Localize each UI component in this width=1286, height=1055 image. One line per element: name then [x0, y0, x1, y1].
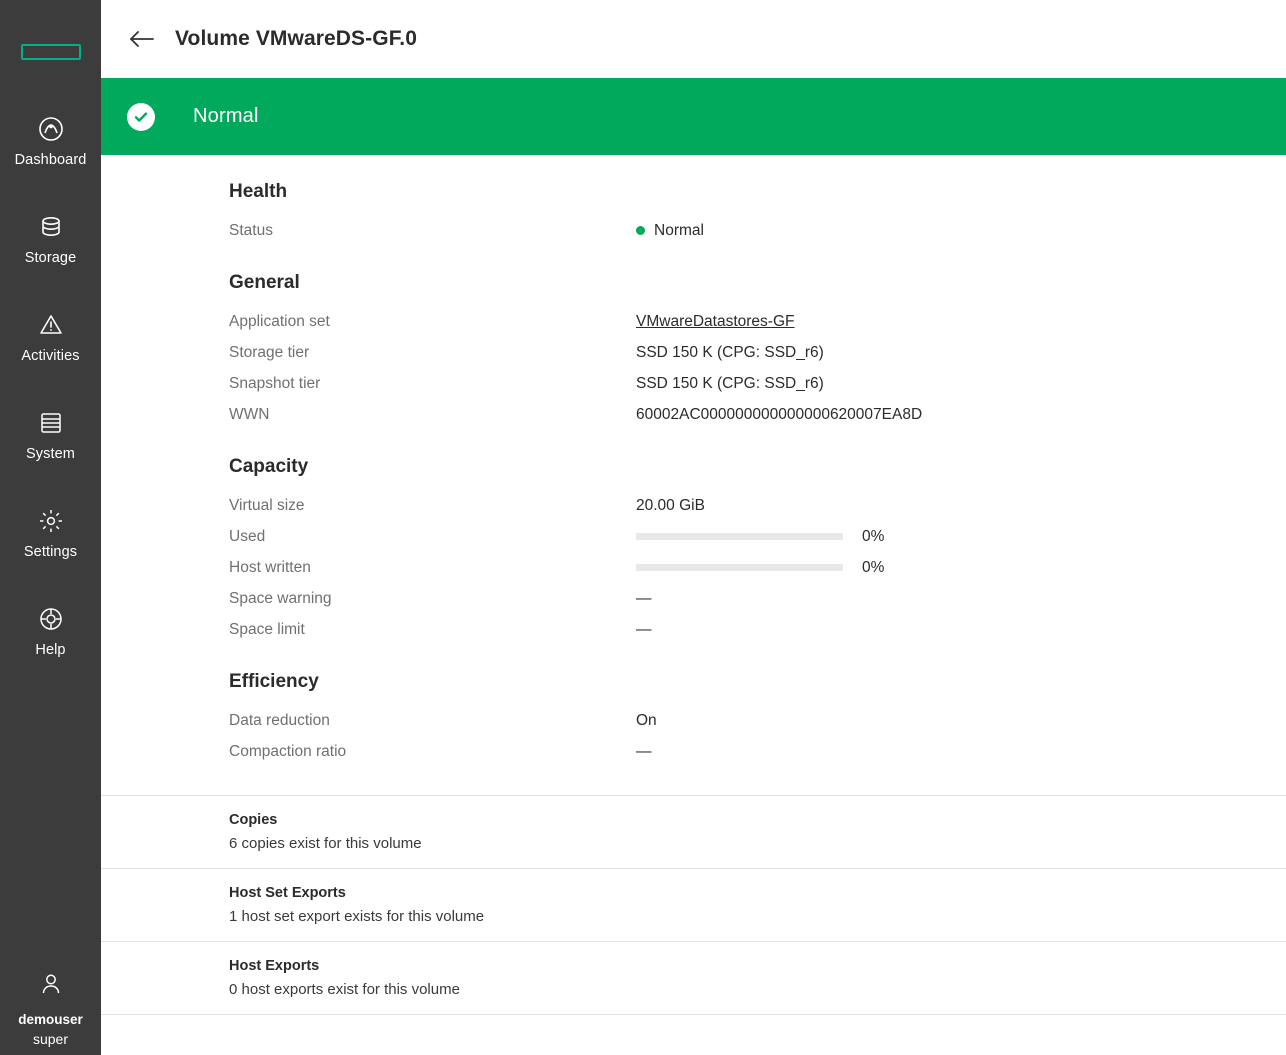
- sidebar-item-label: Settings: [23, 544, 78, 560]
- dashboard-icon: [36, 114, 66, 144]
- hpe-logo-icon: [21, 44, 81, 60]
- application-set-link[interactable]: VMwareDatastores-GF: [636, 312, 795, 330]
- check-circle-icon: [127, 103, 155, 131]
- sidebar-item-settings[interactable]: [0, 492, 101, 572]
- status-banner-text: Normal: [193, 105, 259, 127]
- card-subtitle: 0 host exports exist for this volume: [229, 981, 460, 998]
- user-role: super: [32, 1031, 69, 1047]
- section-health: [101, 181, 1286, 246]
- row-value: SSD 150 K (CPG: SSD_r6): [636, 343, 824, 361]
- sidebar-item-label: Storage: [24, 250, 77, 266]
- row-wwn: [229, 399, 1286, 430]
- section-general: [101, 272, 1286, 430]
- row-label: Compaction ratio: [229, 742, 347, 760]
- sidebar-item-label: Dashboard: [14, 152, 87, 168]
- row-label: WWN: [229, 405, 270, 423]
- system-icon: [36, 408, 66, 438]
- card-host-set-exports[interactable]: [101, 869, 1286, 942]
- card-title: Host Set Exports: [229, 885, 346, 901]
- sidebar-user[interactable]: [0, 969, 101, 1047]
- row-used: [229, 521, 1286, 552]
- card-copies[interactable]: [101, 796, 1286, 869]
- settings-gear-icon: [36, 506, 66, 536]
- sidebar: [0, 0, 101, 1055]
- used-percent: 0%: [862, 527, 885, 545]
- row-value: On: [636, 711, 657, 729]
- card-host-exports[interactable]: [101, 942, 1286, 1015]
- status-banner: [101, 78, 1286, 155]
- top-bar: [101, 0, 1286, 78]
- row-label: Storage tier: [229, 343, 310, 361]
- row-value: [636, 313, 794, 331]
- row-host-written: [229, 552, 1286, 583]
- row-value: SSD 150 K (CPG: SSD_r6): [636, 374, 824, 392]
- row-space-warning: [229, 583, 1286, 614]
- user-avatar-icon: [36, 969, 66, 1004]
- section-title: Health: [229, 181, 288, 202]
- card-title: Host Exports: [229, 958, 320, 974]
- row-value: [636, 222, 704, 240]
- sidebar-item-help[interactable]: [0, 590, 101, 670]
- status-value: Normal: [654, 221, 704, 239]
- sidebar-item-label: Help: [35, 642, 66, 658]
- row-label: Used: [229, 527, 266, 545]
- row-data-reduction: [229, 705, 1286, 736]
- row-value: —: [636, 620, 652, 638]
- section-efficiency: [101, 671, 1286, 767]
- section-title: General: [229, 272, 300, 293]
- row-label: Space limit: [229, 620, 305, 638]
- section-title: Capacity: [229, 456, 309, 477]
- row-label: Space warning: [229, 589, 332, 607]
- section-capacity: [101, 456, 1286, 645]
- sidebar-item-label: Activities: [21, 348, 80, 364]
- row-application-set: [229, 306, 1286, 337]
- sidebar-item-system[interactable]: [0, 394, 101, 474]
- row-status: [229, 215, 1286, 246]
- details-content: [101, 155, 1286, 1055]
- sidebar-item-activities[interactable]: [0, 296, 101, 376]
- section-title: Efficiency: [229, 671, 319, 692]
- host-written-percent: 0%: [862, 558, 885, 576]
- back-arrow-icon[interactable]: [127, 24, 157, 54]
- user-name: demouser: [18, 1012, 83, 1028]
- row-virtual-size: [229, 490, 1286, 521]
- row-space-limit: [229, 614, 1286, 645]
- card-subtitle: 1 host set export exists for this volume: [229, 908, 485, 925]
- row-label: Application set: [229, 312, 330, 330]
- card-title: Copies: [229, 812, 278, 828]
- sidebar-item-storage[interactable]: [0, 198, 101, 278]
- row-label: Status: [229, 221, 273, 239]
- used-progress-bar: [636, 533, 843, 540]
- sidebar-item-dashboard[interactable]: [0, 100, 101, 180]
- row-label: Host written: [229, 558, 311, 576]
- row-snapshot-tier: [229, 368, 1286, 399]
- row-compaction-ratio: [229, 736, 1286, 767]
- row-value: —: [636, 589, 652, 607]
- row-value: 60002AC000000000000000620007EA8D: [636, 405, 923, 423]
- related-cards: [101, 795, 1286, 1015]
- card-subtitle: 6 copies exist for this volume: [229, 835, 422, 852]
- page-title: Volume VMwareDS-GF.0: [175, 27, 418, 50]
- row-label: Data reduction: [229, 711, 330, 729]
- row-value: [636, 528, 884, 546]
- main-panel: [101, 0, 1286, 1055]
- activities-icon: [36, 310, 66, 340]
- row-value: [636, 559, 884, 577]
- row-label: Virtual size: [229, 496, 305, 514]
- row-storage-tier: [229, 337, 1286, 368]
- row-value: —: [636, 742, 652, 760]
- host-written-progress-bar: [636, 564, 843, 571]
- sidebar-item-label: System: [26, 446, 75, 462]
- row-label: Snapshot tier: [229, 374, 321, 392]
- status-dot-icon: [636, 226, 645, 235]
- row-value: 20.00 GiB: [636, 496, 705, 514]
- storage-icon: [36, 212, 66, 242]
- brand-logo[interactable]: [21, 44, 81, 60]
- help-icon: [36, 604, 66, 634]
